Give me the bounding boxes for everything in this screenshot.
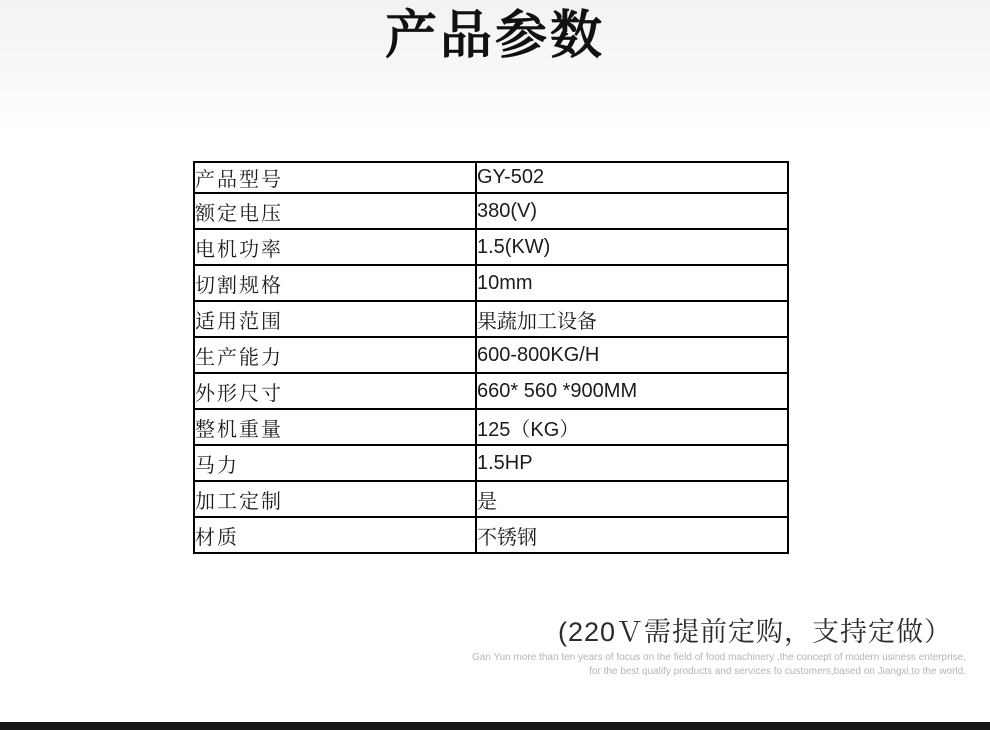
spec-value: 380(V) bbox=[476, 193, 788, 229]
spec-value: 是 bbox=[476, 481, 788, 517]
spec-value: 1.5HP bbox=[476, 445, 788, 481]
bottom-section-divider bbox=[0, 722, 990, 730]
spec-label: 产品型号 bbox=[194, 162, 476, 193]
table-row bbox=[194, 517, 788, 553]
table-row bbox=[194, 409, 788, 445]
table-row bbox=[194, 229, 788, 265]
spec-value: 果蔬加工设备 bbox=[476, 301, 788, 337]
table-row bbox=[194, 337, 788, 373]
spec-label: 马力 bbox=[194, 445, 476, 481]
spec-label: 适用范围 bbox=[194, 301, 476, 337]
table-row bbox=[194, 301, 788, 337]
spec-value: GY-502 bbox=[476, 162, 788, 193]
spec-value: 不锈钢 bbox=[476, 517, 788, 553]
page-title: 产品参数 bbox=[384, 7, 605, 65]
spec-label: 额定电压 bbox=[194, 193, 476, 229]
spec-label: 切割规格 bbox=[194, 265, 476, 301]
spec-value: 600-800KG/H bbox=[476, 337, 788, 373]
spec-table-container bbox=[193, 161, 789, 554]
spec-value: 660* 560 *900MM bbox=[476, 373, 788, 409]
footer-slogan bbox=[472, 651, 966, 679]
spec-table bbox=[193, 161, 789, 554]
spec-label: 加工定制 bbox=[194, 481, 476, 517]
table-row bbox=[194, 373, 788, 409]
spec-label: 外形尺寸 bbox=[194, 373, 476, 409]
footer-slogan-line2: for the best qualify products and services fo customers,based on Jiangxi,to the world. bbox=[589, 666, 966, 677]
spec-value: 125（KG） bbox=[476, 409, 788, 445]
table-row bbox=[194, 162, 788, 193]
table-row bbox=[194, 265, 788, 301]
voltage-note: (220Ｖ需提前定购，支持定做） bbox=[557, 617, 952, 647]
spec-label: 电机功率 bbox=[194, 229, 476, 265]
table-row bbox=[194, 193, 788, 229]
spec-value: 1.5(KW) bbox=[476, 229, 788, 265]
spec-value: 10mm bbox=[476, 265, 788, 301]
spec-label: 生产能力 bbox=[194, 337, 476, 373]
footer-slogan-line1: Gan Yun more than ten years of focus on the field of food machinery ,the concept of modern usiness enterprise, bbox=[472, 652, 966, 663]
table-row bbox=[194, 445, 788, 481]
spec-label: 整机重量 bbox=[194, 409, 476, 445]
table-row bbox=[194, 481, 788, 517]
spec-label: 材质 bbox=[194, 517, 476, 553]
